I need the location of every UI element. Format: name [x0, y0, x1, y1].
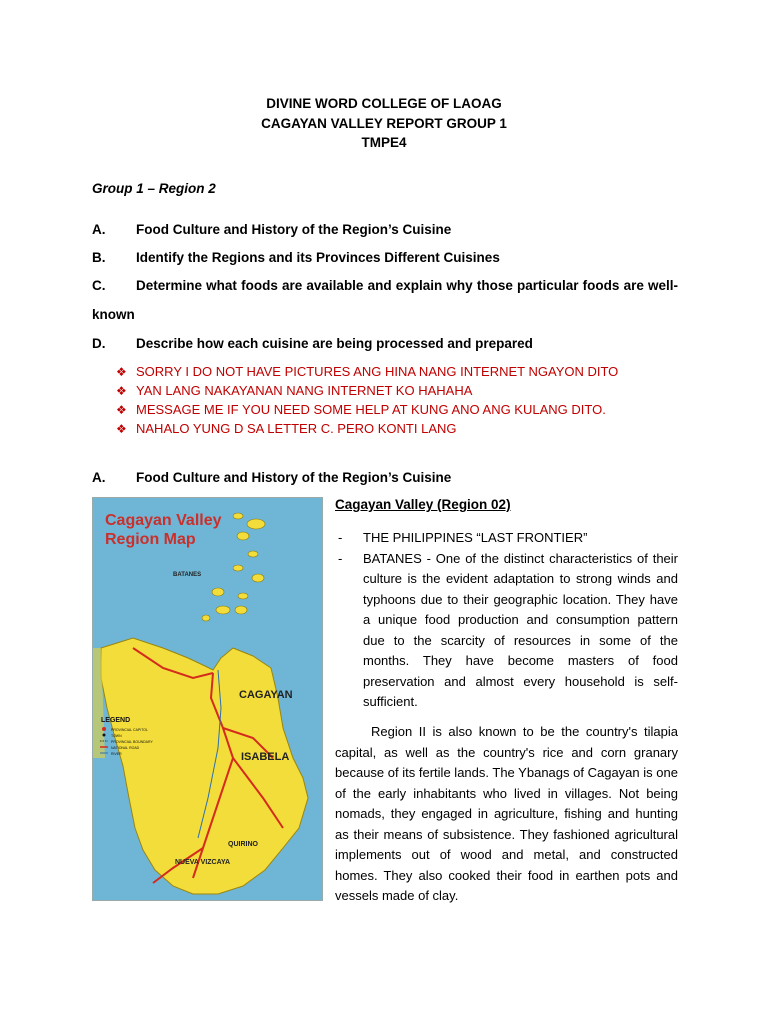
outline-letter: A. [92, 222, 106, 237]
bullet-item [335, 549, 678, 713]
document-header [0, 94, 768, 153]
outline-letter: B. [92, 250, 106, 265]
outline-text: Describe how each cuisine are being processed and prepared [136, 336, 533, 351]
legend-item: RIVER [111, 752, 122, 756]
outline-item-c-continued: known [92, 307, 135, 322]
note-item [116, 400, 676, 419]
bullet-text: THE PHILIPPINES “LAST FRONTIER” [363, 530, 588, 545]
section-subheading: Cagayan Valley (Region 02) [335, 497, 511, 512]
header-section: TMPE4 [361, 135, 407, 150]
map-title-line1: Cagayan Valley [105, 512, 222, 529]
outline-text: Determine what foods are available and explain why those particular foods are well- [136, 278, 678, 293]
body-paragraph: Region II is also known to be the country's tilapia capital, as well as the country's rice and corn granary because of its fertile lands. The Ybanags of Cagayan is one of the early inhabitants who lived in villages. Not being nomads, they engaged in agriculture, fishing and hunting as their means of subsistence. They fashioned agricultural implements out of wood and metal, and constructed homes. They also cooked their food in earthen pots and vessels made of clay. [335, 724, 678, 903]
legend-item: PROVINCIAL CAPITOL [111, 728, 148, 732]
outline-letter: C. [92, 278, 106, 293]
diamond-bullet-icon: ❖ [116, 383, 127, 398]
legend-item: PROVINCIAL BOUNDARY [111, 740, 153, 744]
map-label-batanes: BATANES [173, 572, 202, 578]
region-map-svg [93, 498, 322, 900]
region-map-image [92, 497, 323, 901]
header-college: DIVINE WORD COLLEGE OF LAOAG [266, 96, 502, 111]
note-item [116, 362, 676, 381]
map-label-cagayan: CAGAYAN [239, 689, 293, 701]
dash-bullet: - [338, 550, 343, 566]
outline-text: Food Culture and History of the Region’s Cuisine [136, 222, 452, 237]
bullet-text: BATANES - One of the distinct characteristics of their culture is the evident adaptation to strong winds and typhoons due to their geographic location. They have a unique food production and consumption pattern due to the scarcity of resources in some of the months. They have become masters of food preservation and almost every household is self-sufficient. [363, 550, 678, 709]
section-letter: A. [92, 470, 106, 485]
diamond-bullet-icon: ❖ [116, 364, 127, 379]
map-title-line2: Region Map [105, 531, 196, 548]
group-title: Group 1 – Region 2 [92, 181, 216, 196]
note-item [116, 381, 676, 400]
map-label-isabela: ISABELA [241, 751, 290, 763]
diamond-bullet-icon: ❖ [116, 402, 127, 417]
dash-bullet: - [338, 530, 343, 545]
outline-letter: D. [92, 336, 106, 351]
legend-title: LEGEND [101, 717, 131, 724]
map-label-nueva-vizcaya: NUEVA VIZCAYA [175, 859, 231, 866]
note-text: YAN LANG NAKAYANAN NANG INTERNET KO HAHAHA [136, 383, 473, 398]
header-report: CAGAYAN VALLEY REPORT GROUP 1 [261, 115, 507, 131]
outline-text: Identify the Regions and its Provinces Different Cuisines [136, 250, 500, 265]
note-list [116, 362, 676, 438]
section-text: Food Culture and History of the Region’s Cuisine [136, 470, 452, 485]
legend-item: TOWN [111, 734, 122, 738]
map-label-quirino: QUIRINO [228, 841, 258, 848]
legend-item: NATIONAL ROAD [111, 746, 140, 750]
note-text: SORRY I DO NOT HAVE PICTURES ANG HINA NANG INTERNET NGAYON DITO [136, 364, 619, 379]
bullet-list [335, 528, 678, 713]
note-text: NAHALO YUNG D SA LETTER C. PERO KONTI LANG [136, 421, 457, 436]
bullet-item [335, 528, 678, 549]
note-item [116, 419, 676, 438]
diamond-bullet-icon: ❖ [116, 421, 127, 436]
note-text: MESSAGE ME IF YOU NEED SOME HELP AT KUNG ANO ANG KULANG DITO. [136, 402, 606, 417]
